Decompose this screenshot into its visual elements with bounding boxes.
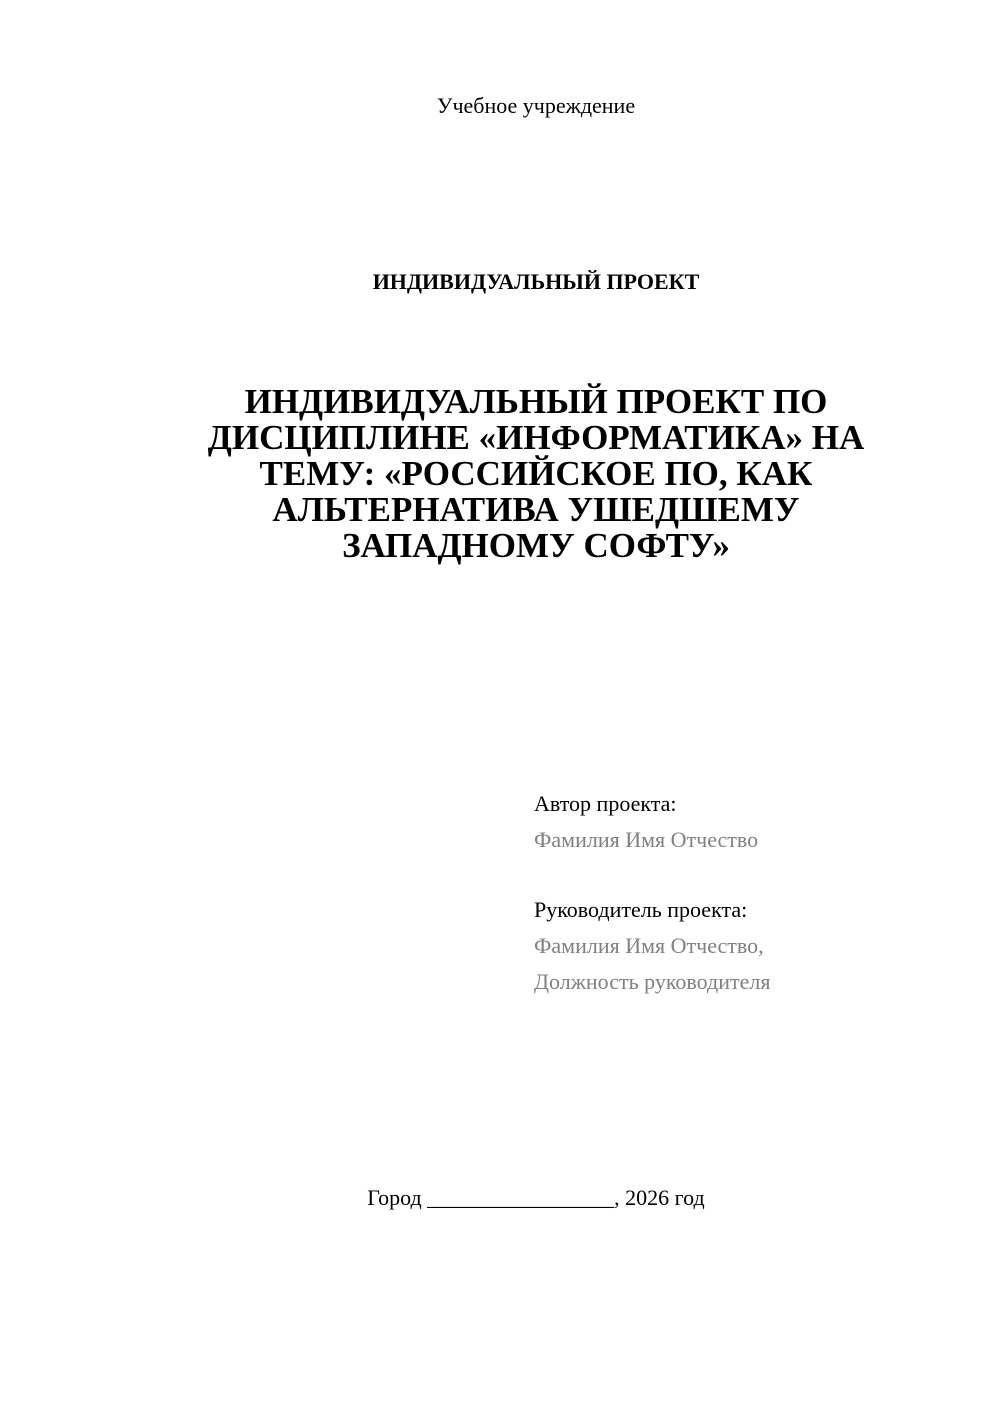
project-title-line: ИНДИВИДУАЛЬНЫЙ ПРОЕКТ ПО [244, 382, 828, 421]
project-title [150, 384, 922, 564]
supervisor-label: Руководитель проекта: [534, 897, 748, 922]
city-year-footer: Город _________________, 2026 год [367, 1185, 705, 1210]
project-type-heading: ИНДИВИДУАЛЬНЫЙ ПРОЕКТ [372, 269, 700, 294]
project-title-line: АЛЬТЕРНАТИВА УШЕДШЕМУ [272, 490, 800, 529]
supervisor-name: Фамилия Имя Отчество, [534, 933, 764, 958]
project-title-line: ДИСЦИПЛИНЕ «ИНФОРМАТИКА» НА [207, 418, 865, 457]
project-title-line: ЗАПАДНОМУ СОФТУ» [342, 526, 730, 565]
author-name: Фамилия Имя Отчество [534, 827, 759, 852]
author-block [534, 786, 954, 858]
supervisor-block [534, 892, 954, 1000]
project-title-line: ТЕМУ: «РОССИЙСКОЕ ПО, КАК [259, 454, 813, 493]
institution-name: Учебное учреждение [436, 93, 636, 118]
author-label: Автор проекта: [534, 791, 677, 816]
supervisor-position: Должность руководителя [534, 969, 771, 994]
